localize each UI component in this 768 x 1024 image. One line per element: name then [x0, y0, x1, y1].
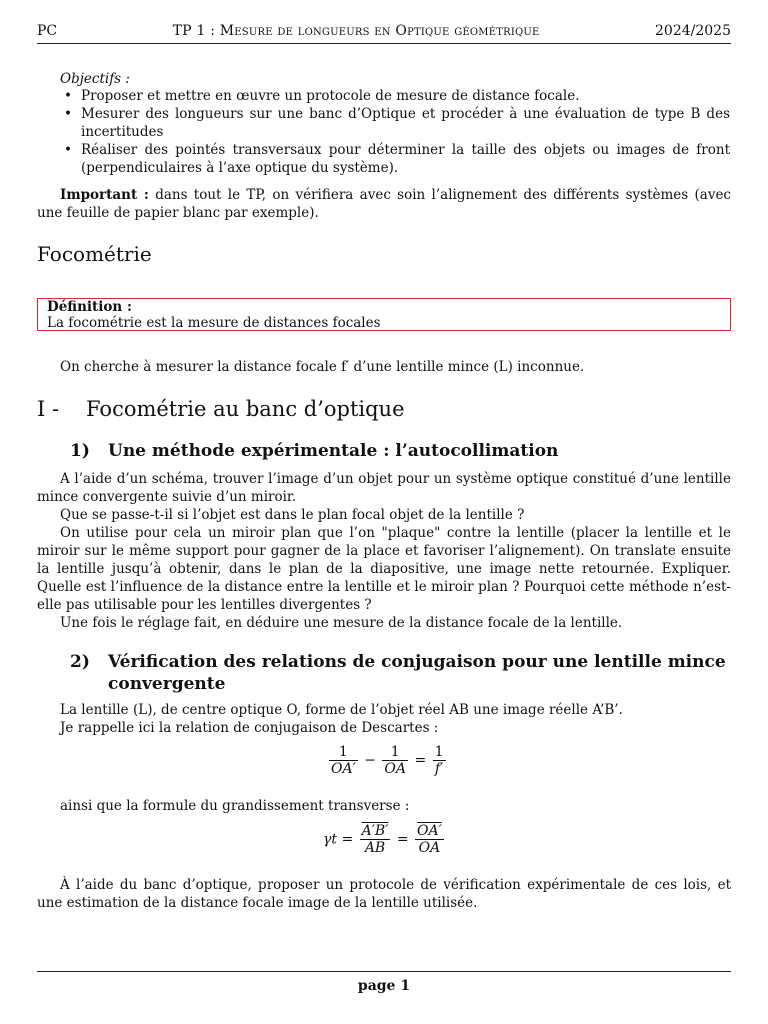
denominator: f′ — [433, 760, 446, 777]
paragraph: Que se passe-t-il si l’objet est dans le plan focal objet de la lentille ? — [60, 507, 525, 523]
numerator: 1 — [338, 744, 348, 760]
header-title: TP 1 : Mesure de longueurs en Optique géométrique — [172, 23, 540, 39]
important-text: dans tout le TP, on vérifiera avec soin l’alignement des différents systèmes (avec une feuille de papier blanc par exemple). — [37, 187, 731, 221]
denominator: AB — [360, 839, 391, 856]
magnification-equation — [323, 823, 446, 856]
subsection-title: Vérification des relations de conjugaison pour une lentille mince convergente — [108, 652, 726, 694]
paragraph: Une fois le réglage fait, en déduire une mesure de la distance focale de la lentille. — [60, 615, 623, 631]
fraction — [415, 823, 444, 856]
part-title: Focométrie au banc d’optique — [86, 397, 405, 421]
definition-box — [37, 298, 731, 331]
subsection-1-heading — [70, 440, 730, 462]
numerator: 1 — [434, 744, 444, 760]
footer-divider — [37, 971, 731, 972]
subsection-1-body — [37, 470, 731, 632]
definition-text: La focométrie est la mesure de distances focales — [47, 315, 381, 331]
page-header — [37, 22, 731, 44]
objectives-label: Objectifs : — [60, 71, 130, 87]
intro-paragraph: On cherche à mesurer la distance focale f′ d’une lentille mince (L) inconnue. — [60, 359, 585, 375]
subsection-2-intro — [37, 701, 731, 737]
fraction — [382, 744, 408, 777]
minus-sign: − — [364, 752, 376, 769]
subsection-number: 2) — [70, 652, 90, 672]
subsection-number: 1) — [70, 441, 90, 461]
fraction — [433, 744, 446, 777]
paragraph: Je rappelle ici la relation de conjugaison de Descartes : — [60, 720, 439, 736]
paragraph: À l’aide du banc d’optique, proposer un protocole de vérification expérimentale de ces lois, et une estimation de la distance focale image de la lentille utilisée. — [37, 877, 731, 911]
part-heading — [37, 397, 405, 421]
paragraph: A l’aide d’un schéma, trouver l’image d’un objet pour un système optique constitué d’une lentille mince convergente suivie d’un miroir. — [37, 471, 731, 505]
section-title: Focométrie — [37, 242, 152, 266]
subsection-2-heading — [70, 651, 730, 695]
numerator: 1 — [390, 744, 400, 760]
fraction — [329, 744, 358, 777]
definition-title: Définition : — [47, 299, 132, 315]
page-number: page 1 — [357, 978, 411, 994]
denominator: OA — [384, 761, 407, 777]
list-item: • Proposer et mettre en œuvre un protocole de mesure de distance focale. — [60, 87, 730, 105]
equals-sign: = — [414, 752, 427, 769]
important-label: Important : — [60, 187, 149, 203]
header-class: PC — [37, 23, 58, 39]
important-note — [37, 186, 731, 222]
descartes-equation — [327, 744, 448, 777]
numerator: OA′ — [417, 823, 442, 839]
header-year: 2024/2025 — [655, 23, 731, 39]
equation-lhs: γt = — [323, 831, 354, 848]
paragraph: ainsi que la formule du grandissement transverse : — [60, 798, 410, 814]
equals-sign: = — [396, 831, 409, 848]
paragraph: La lentille (L), de centre optique O, forme de l’objet réel AB une image réelle A’B’. — [60, 702, 623, 718]
objectives-list — [60, 87, 730, 177]
subsection-2-conclusion — [37, 876, 731, 912]
part-number: I - — [37, 397, 60, 421]
denominator: OA — [415, 839, 444, 856]
list-item: • Réaliser des pointés transversaux pour déterminer la taille des objets ou images de front (perpendiculaires à l’axe optique du système). — [60, 141, 730, 177]
paragraph: On utilise pour cela un miroir plan que l’on "plaque" contre la lentille (placer la lentille et le miroir sur le même support pour gagner de la place et favoriser l’alignement). On translate ensuite la lentille jusqu’à obtenir, dans le plan de la diapositive, une image nette retournée. Expliquer. Quelle est l’influence de la distance entre la lentille et le miroir plan ? Pourquoi cette méthode n’est-elle pas utilisable pour les lentilles divergentes ? — [37, 525, 731, 613]
fraction — [360, 823, 391, 856]
subsection-title: Une méthode expérimentale : l’autocollimation — [108, 441, 559, 461]
list-item: • Mesurer des longueurs sur une banc d’Optique et procéder à une évaluation de type B des incertitudes — [60, 105, 730, 141]
numerator: A′B′ — [361, 823, 389, 839]
denominator: OA′ — [331, 761, 356, 777]
